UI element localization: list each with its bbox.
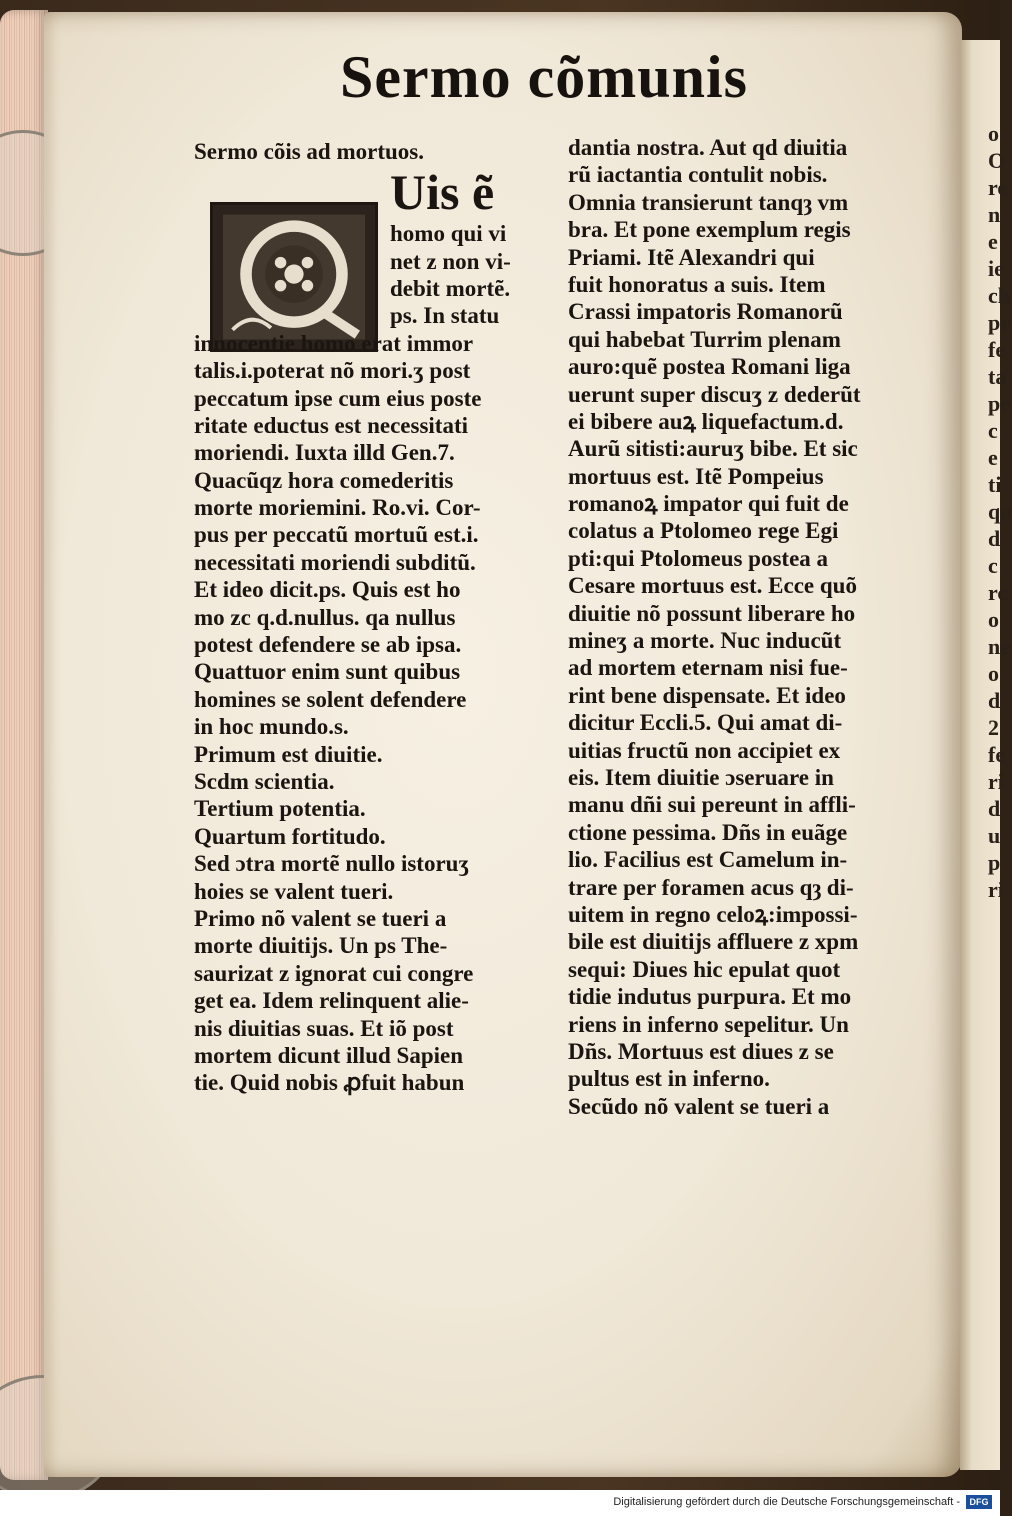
text-line: ritate eductus est necessitati xyxy=(194,412,469,438)
text-line: dicitur Eccli.5. Qui amat di- xyxy=(568,710,843,736)
text-line: get ea. Idem relinquent alie- xyxy=(194,988,469,1014)
text-line: Quattuor enim sunt quibus xyxy=(194,659,461,685)
text-line: nis diuitias suas. Et iõ post xyxy=(194,1015,454,1041)
text-line: Quacũqz hora comederitis xyxy=(194,467,454,493)
fragment-line: ri xyxy=(988,769,1004,794)
fragment-line: d xyxy=(988,796,1001,821)
fragment-line: d xyxy=(988,688,1001,713)
text-line: morte diuitijs. Un ps The- xyxy=(194,933,448,959)
text-line: homo qui vi xyxy=(390,221,507,247)
fragment-line: pe xyxy=(988,391,1010,416)
fragment-line: 2 xyxy=(988,715,999,740)
fragment-line: o xyxy=(988,607,999,632)
left-column xyxy=(194,138,554,1097)
text-line: rint bene dispensate. Et ideo xyxy=(568,682,846,708)
dfg-logo-icon: DFG xyxy=(966,1495,992,1509)
fragment-line: d xyxy=(988,526,1001,551)
text-line: romanoꝝ impator qui fuit de xyxy=(568,491,849,517)
text-line: Et ideo dicit.ps. Quis est ho xyxy=(194,577,461,603)
fragment-line: e xyxy=(988,445,998,470)
text-line: in hoc mundo.s. xyxy=(194,714,349,740)
text-line: qui habebat Turrim plenam xyxy=(568,326,841,352)
text-line: Tertium potentia. xyxy=(194,796,366,822)
text-line: uitias fructũ non accipiet ex xyxy=(568,737,841,763)
text-line: uerunt super discuʒ z dederũt xyxy=(568,381,861,407)
funding-credit: Digitalisierung gefördert durch die Deutsche Forschungsgemeinschaft - xyxy=(613,1496,960,1508)
text-line: Crassi impatoris Romanorũ xyxy=(568,299,843,325)
text-line: ctione pessima. Dñs in euãge xyxy=(568,819,848,845)
text-line: debit mortẽ. xyxy=(390,275,511,301)
fragment-line: pr xyxy=(988,310,1010,335)
text-line: Cesare mortuus est. Ecce quõ xyxy=(568,573,857,599)
fragment-line: o xyxy=(988,121,999,146)
fragment-line: qu xyxy=(988,499,1012,524)
fragment-line: ne xyxy=(988,634,1010,659)
text-line: innocentie homo erat immor xyxy=(194,330,474,356)
text-line: ad mortem eternam nisi fue- xyxy=(568,655,848,681)
text-line: riens in inferno sepelitur. Un xyxy=(568,1011,849,1037)
text-line: lio. Facilius est Camelum in- xyxy=(568,847,848,873)
fragment-line: n xyxy=(988,202,1001,227)
text-line: Sermo cõis ad mortuos. xyxy=(194,139,424,164)
text-line: dantia nostra. Aut qd diuitia xyxy=(568,135,848,160)
text-line: hoies se valent tueri. xyxy=(194,878,394,904)
text-line: moriendi. Iuxta illd Gen.7. xyxy=(194,440,455,466)
fragment-line: e xyxy=(988,229,998,254)
fragment-line: p xyxy=(988,850,1001,875)
text-line: pultus est in inferno. xyxy=(568,1066,770,1092)
fragment-line: c xyxy=(988,553,998,578)
text-line: eis. Item diuitie ɔseruare in xyxy=(568,764,834,790)
text-line: fuit honoratus a suis. Item xyxy=(568,271,826,297)
text-line: ps. In statu xyxy=(390,303,500,329)
next-page-edge xyxy=(960,40,1012,1470)
fragment-line: fe xyxy=(988,742,1006,767)
text-line: manu dñi sui pereunt in affli- xyxy=(568,792,856,818)
text-line: homines se solent defendere xyxy=(194,686,467,712)
text-line: potest defendere se ab ipsa. xyxy=(194,632,462,658)
text-line: net z non vi- xyxy=(390,248,511,274)
text-line: mo zc q.d.nullus. qa nullus xyxy=(194,604,456,630)
next-page-fragment xyxy=(960,120,1012,903)
fragment-line: fe xyxy=(988,337,1006,362)
text-line: mortem dicunt illud Sapien xyxy=(194,1042,464,1068)
fragment-line: re xyxy=(988,175,1008,200)
text-line: tidie indutus purpura. Et mo xyxy=(568,984,852,1010)
text-line: Priami. Itẽ Alexandri qui xyxy=(568,244,815,270)
text-line: Quartum fortitudo. xyxy=(194,823,386,849)
fragment-line: O xyxy=(988,148,1006,173)
text-line: mortuus est. Itẽ Pompeius xyxy=(568,463,824,489)
text-line: bile est diuitijs affluere z xpm xyxy=(568,929,859,955)
text-line: Scdm scientia. xyxy=(194,769,335,794)
book-page xyxy=(44,12,962,1477)
fragment-line: ie xyxy=(988,256,1004,281)
text-line: Primum est diuitie. xyxy=(194,741,383,767)
text-line: Primo nõ valent se tueri a xyxy=(194,905,447,931)
fragment-line: o xyxy=(988,661,999,686)
text-line: auro:quẽ postea Romani liga xyxy=(568,354,851,380)
fragment-line: rc xyxy=(988,580,1008,605)
fragment-line: ti xyxy=(988,472,1002,497)
footer-bar xyxy=(0,1490,1000,1516)
text-line: pti:qui Ptolomeus postea a xyxy=(568,545,829,571)
text-line: pus per peccatũ mortuũ est.i. xyxy=(194,522,479,548)
text-line: uitem in regno celoꝝ:impossi- xyxy=(568,901,858,927)
text-line: colatus a Ptolomeo rege Egi xyxy=(568,518,839,544)
text-line: Secũdo nõ valent se tueri a xyxy=(568,1093,830,1119)
text-line: mineʒ a morte. Nuc inducũt xyxy=(568,628,842,654)
text-line: sequi: Diues hic epulat quot xyxy=(568,956,841,982)
text-line: talis.i.poterat nõ mori.ʒ post xyxy=(194,358,471,384)
text-line: Dñs. Mortuus est diues z se xyxy=(568,1038,834,1064)
fragment-line: c xyxy=(988,418,998,443)
text-line: Aurũ sitisti:auruʒ bibe. Et sic xyxy=(568,436,858,462)
fragment-line: u xyxy=(988,823,1001,848)
text-line: Sed ɔtra mortẽ nullo istoruʒ xyxy=(194,851,470,877)
text-line: rũ iactantia contulit nobis. xyxy=(568,162,828,188)
text-line: necessitati moriendi subditũ. xyxy=(194,549,476,575)
fragment-line: ch xyxy=(988,283,1010,308)
text-line: morte moriemini. Ro.vi. Cor- xyxy=(194,495,481,521)
running-heading: Sermo cõmunis xyxy=(340,44,748,110)
text-line: bra. Et pone exemplum regis xyxy=(568,217,851,243)
text-line: ei bibere auꝝ liquefactum.d. xyxy=(568,408,844,434)
text-line: tie. Quid nobis ꝓfuit habun xyxy=(194,1070,465,1096)
text-line: peccatum ipse cum eius poste xyxy=(194,385,482,411)
text-line: saurizat z ignorat cui congre xyxy=(194,960,474,986)
text-line: Omnia transierunt tanqȝ vm xyxy=(568,189,849,215)
text-line: diuitie nõ possunt liberare ho xyxy=(568,600,856,626)
fragment-line: ta xyxy=(988,364,1007,389)
text-line: Uis ẽ xyxy=(390,164,495,221)
fragment-line: ri xyxy=(988,877,1004,902)
text-line: trare per foramen acus qȝ di- xyxy=(568,874,854,900)
right-column xyxy=(568,134,928,1120)
